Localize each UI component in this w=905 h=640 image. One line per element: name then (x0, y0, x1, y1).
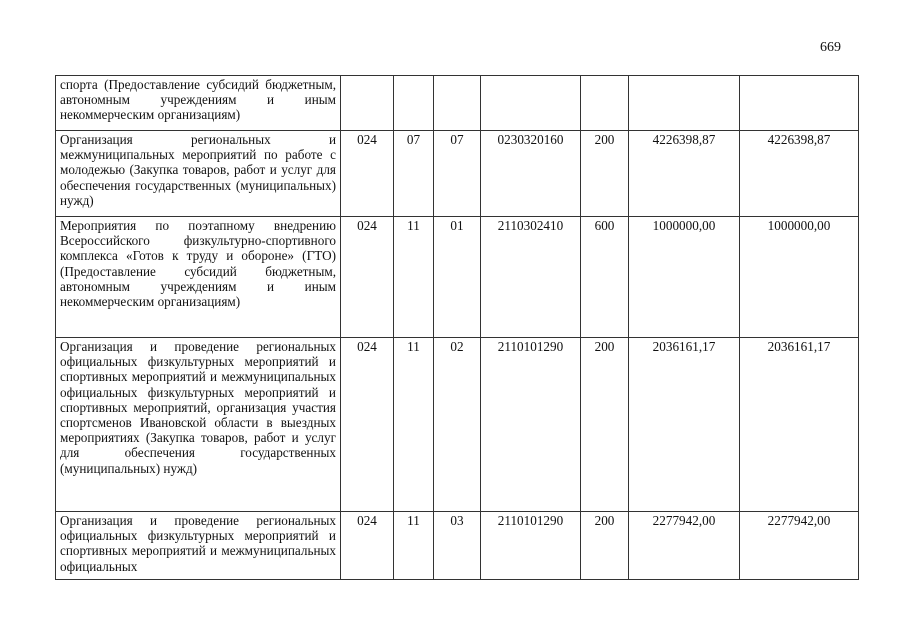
table-row (56, 338, 859, 512)
row-description: Организация региональных и межмуниципальных мероприятий по работе с молодежью (Закупка товаров, работ и услуг для обеспечения государственных (муниципальных) нужд) (56, 131, 341, 217)
expense-type-code: 200 (581, 131, 629, 217)
table-row (56, 217, 859, 338)
amount-cell: 2036161,17 (740, 338, 859, 512)
target-article-code: 2110101290 (481, 512, 581, 580)
table-row (56, 512, 859, 580)
subsection-code (434, 76, 481, 131)
target-article-code: 2110101290 (481, 338, 581, 512)
expense-type-code (581, 76, 629, 131)
table-row (56, 76, 859, 131)
subsection-code: 07 (434, 131, 481, 217)
subsection-code: 03 (434, 512, 481, 580)
admin-code: 024 (341, 131, 394, 217)
target-article-code: 0230320160 (481, 131, 581, 217)
section-code: 07 (394, 131, 434, 217)
subsection-code: 02 (434, 338, 481, 512)
subsection-code: 01 (434, 217, 481, 338)
expense-type-code: 600 (581, 217, 629, 338)
amount-cell: 1000000,00 (740, 217, 859, 338)
amount-cell (629, 76, 740, 131)
amount-cell: 2036161,17 (629, 338, 740, 512)
expense-type-code: 200 (581, 512, 629, 580)
section-code: 11 (394, 512, 434, 580)
budget-table (55, 75, 859, 580)
admin-code: 024 (341, 338, 394, 512)
section-code: 11 (394, 217, 434, 338)
amount-cell: 4226398,87 (629, 131, 740, 217)
amount-cell: 1000000,00 (629, 217, 740, 338)
admin-code: 024 (341, 512, 394, 580)
amount-cell: 2277942,00 (740, 512, 859, 580)
row-description: Мероприятия по поэтапному внедрению Всероссийского физкультурно-спортивного комплекса «Готов к труду и обороне» (ГТО) (Предоставление субсидий бюджетным, автономным учреждениям и иным некоммерческим организациям) (56, 217, 341, 338)
section-code (394, 76, 434, 131)
table-row (56, 131, 859, 217)
admin-code: 024 (341, 217, 394, 338)
section-code: 11 (394, 338, 434, 512)
amount-cell: 2277942,00 (629, 512, 740, 580)
expense-type-code: 200 (581, 338, 629, 512)
row-description: Организация и проведение региональных официальных физкультурных мероприятий и спортивных мероприятий и межмуниципальных официальных (56, 512, 341, 580)
amount-cell (740, 76, 859, 131)
row-description: Организация и проведение региональных официальных физкультурных мероприятий и спортивных мероприятий и межмуниципальных официальных физкультурных мероприятий и спортивных мероприятий, организация участия спортсменов Ивановской области в выездных мероприятиях (Закупка товаров, работ и услуг для обеспечения государственных (муниципальных) нужд) (56, 338, 341, 512)
row-description: спорта (Предоставление субсидий бюджетным, автономным учреждениям и иным некоммерческим организациям) (56, 76, 341, 131)
admin-code (341, 76, 394, 131)
page-number: 669 (820, 40, 841, 55)
amount-cell: 4226398,87 (740, 131, 859, 217)
target-article-code (481, 76, 581, 131)
target-article-code: 2110302410 (481, 217, 581, 338)
